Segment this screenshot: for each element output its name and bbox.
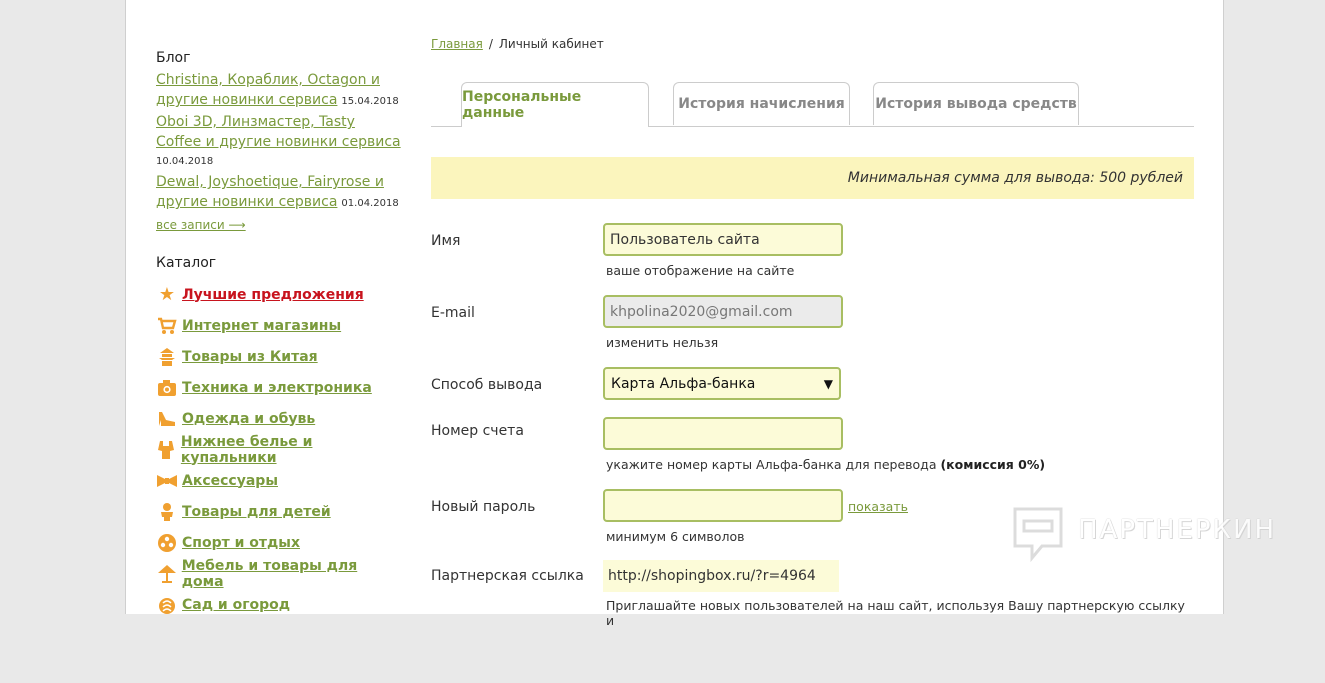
blog-entry-date: 01.04.2018 bbox=[341, 198, 399, 209]
catalog-item-kids bbox=[156, 496, 401, 527]
password-hint: минимум 6 символов bbox=[606, 529, 745, 544]
account-hint-text: укажите номер карты Альфа-банка для перевода bbox=[606, 457, 937, 472]
catalog-item-china bbox=[156, 341, 401, 372]
lingerie-icon bbox=[156, 439, 177, 461]
account-input[interactable] bbox=[603, 417, 843, 450]
breadcrumb-separator: / bbox=[488, 37, 493, 51]
chevron-down-icon: ▼ bbox=[823, 376, 833, 391]
name-hint: ваше отображение на сайте bbox=[606, 263, 795, 278]
blog-entry bbox=[156, 70, 401, 112]
catalog-item-accessories bbox=[156, 465, 401, 496]
email-hint: изменить нельзя bbox=[606, 335, 719, 350]
sidebar bbox=[156, 48, 401, 620]
referral-label: Партнерская ссылка bbox=[431, 568, 584, 584]
catalog-link[interactable]: Аксессуары bbox=[182, 472, 278, 489]
catalog-item-clothes bbox=[156, 403, 401, 434]
blog-entry-link[interactable]: Dewal, Joyshoetique, Fairyrose и другие новинки сервиса bbox=[156, 174, 384, 210]
pagoda-icon bbox=[156, 346, 178, 368]
child-icon bbox=[156, 501, 178, 523]
account-hint bbox=[606, 457, 1045, 472]
withdrawal-method-value: Карта Альфа-банка bbox=[611, 375, 756, 392]
watermark-text: ПАРТНЕРКИН bbox=[1078, 515, 1277, 545]
blog-entry-link[interactable]: Oboi 3D, Линзмастер, Tasty Coffee и другие новинки сервиса bbox=[156, 114, 401, 150]
account-hint-commission: (комиссия 0%) bbox=[940, 457, 1046, 472]
tab-accrual-history[interactable]: История начисления bbox=[673, 82, 850, 125]
garden-icon bbox=[156, 594, 178, 616]
catalog-item-tech bbox=[156, 372, 401, 403]
catalog-item-garden bbox=[156, 589, 401, 620]
breadcrumb bbox=[431, 30, 1194, 58]
catalog-link[interactable]: Лучшие предложения bbox=[182, 286, 364, 303]
email-label: E-mail bbox=[431, 305, 475, 321]
blog-entry-date: 15.04.2018 bbox=[341, 96, 399, 107]
tab-withdrawal-history[interactable]: История вывода средств bbox=[873, 82, 1079, 125]
blog-entry-date: 10.04.2018 bbox=[156, 156, 214, 167]
catalog-link[interactable]: Товары для детей bbox=[182, 503, 331, 520]
min-withdrawal-notice: Минимальная сумма для вывода: 500 рублей bbox=[431, 157, 1194, 199]
blog-entry bbox=[156, 112, 401, 172]
name-label: Имя bbox=[431, 233, 461, 249]
breadcrumb-home-link[interactable]: Главная bbox=[431, 37, 483, 51]
blog-entry-link[interactable]: Christina, Кораблик, Octagon и другие новинки сервиса bbox=[156, 72, 380, 108]
camera-icon bbox=[156, 377, 178, 399]
blog-entry bbox=[156, 172, 401, 214]
password-input[interactable] bbox=[603, 489, 843, 522]
email-field bbox=[603, 295, 843, 328]
tabs bbox=[431, 82, 1194, 127]
catalog-item-best bbox=[156, 279, 401, 310]
method-label: Способ вывода bbox=[431, 377, 543, 393]
catalog-link[interactable]: Интернет магазины bbox=[182, 317, 342, 334]
catalog-list bbox=[156, 279, 401, 620]
star-icon: ★ bbox=[158, 284, 176, 305]
blog-title: Блог bbox=[156, 50, 191, 66]
catalog-link[interactable]: Спорт и отдых bbox=[182, 534, 300, 551]
account-label: Номер счета bbox=[431, 423, 524, 439]
catalog-link[interactable]: Одежда и обувь bbox=[182, 410, 316, 427]
ball-icon bbox=[156, 532, 178, 554]
catalog-item-shops bbox=[156, 310, 401, 341]
catalog-link[interactable]: Нижнее белье и купальники bbox=[180, 433, 313, 466]
show-password-link[interactable]: показать bbox=[848, 499, 908, 514]
catalog-link[interactable]: Товары из Китая bbox=[182, 348, 318, 365]
withdrawal-method-select[interactable] bbox=[603, 367, 841, 400]
breadcrumb-current: Личный кабинет bbox=[498, 37, 604, 51]
name-input[interactable] bbox=[603, 223, 843, 256]
lamp-icon bbox=[156, 563, 178, 585]
watermark-logo-icon bbox=[1012, 506, 1064, 562]
tab-personal-data[interactable]: Персональные данные bbox=[461, 82, 649, 127]
bowtie-icon bbox=[156, 470, 178, 492]
watermark bbox=[1012, 506, 1277, 562]
catalog-title: Каталог bbox=[156, 255, 217, 271]
all-posts-link[interactable]: все записи ⟶ bbox=[156, 218, 246, 232]
catalog-item-furniture bbox=[156, 558, 401, 589]
profile-form bbox=[431, 223, 1194, 683]
shoe-icon bbox=[156, 408, 178, 430]
referral-link-field[interactable]: http://shopingbox.ru/?r=4964 bbox=[603, 560, 839, 592]
catalog-item-sport bbox=[156, 527, 401, 558]
cart-icon bbox=[156, 315, 178, 337]
catalog-link[interactable]: Сад и огород bbox=[182, 596, 291, 613]
main-content bbox=[431, 30, 1194, 683]
referral-hint: Приглашайте новых пользователей на наш сайт, используя Вашу партнерскую ссылку и bbox=[606, 598, 1185, 628]
password-label: Новый пароль bbox=[431, 499, 536, 515]
catalog-item-lingerie bbox=[156, 434, 401, 465]
catalog-link[interactable]: Техника и электроника bbox=[182, 379, 372, 396]
catalog-link[interactable]: Мебель и товары для дома bbox=[181, 557, 358, 590]
